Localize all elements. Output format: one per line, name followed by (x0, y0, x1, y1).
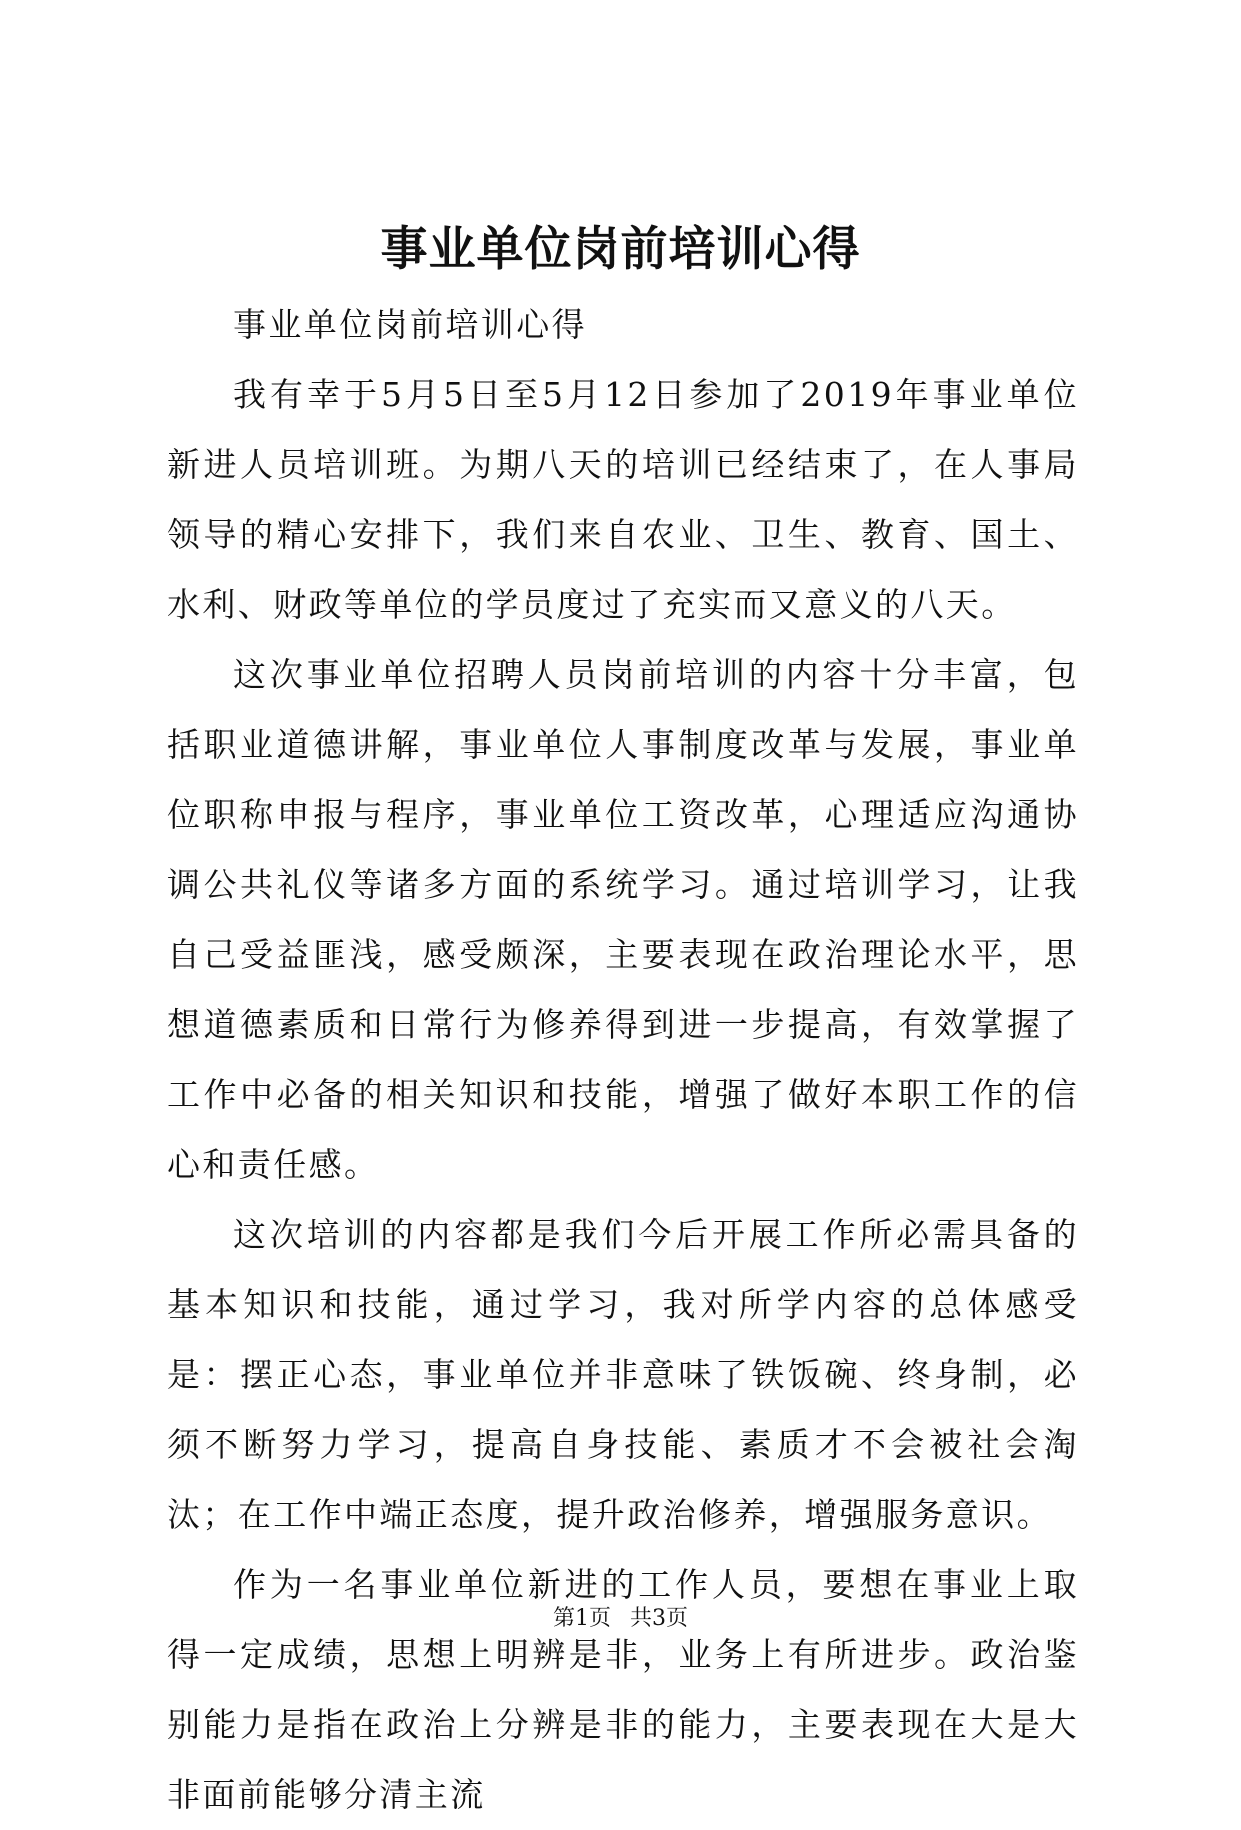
page-number: 第1页 (553, 1606, 611, 1631)
paragraph: 作为一名事业单位新进的工作人员，要想在事业上取得一定成绩，思想上明辨是非，业务上有所进步。政治鉴别能力是指在政治上分辨是非的能力，主要表现在大是大非面前能够分清主流 (167, 1565, 1079, 1814)
page-total: 共3页 (630, 1606, 688, 1631)
paragraph: 这次事业单位招聘人员岗前培训的内容十分丰富，包括职业道德讲解，事业单位人事制度改革与发展，事业单位职称申报与程序，事业单位工资改革，心理适应沟通协调公共礼仪等诸多方面的系统学习。通过培训学习，让我自己受益匪浅，感受颇深，主要表现在政治理论水平，思想道德素质和日常行为修养得到进一步提高，有效掌握了工作中必备的相关知识和技能，增强了做好本职工作的信心和责任感。 (167, 655, 1079, 1184)
paragraph-subtitle: 事业单位岗前培训心得 (233, 305, 587, 344)
document-title: 事业单位岗前培训心得 (380, 222, 861, 277)
paragraph: 我有幸于5月5日至5月12日参加了2019年事业单位新进人员培训班。为期八天的培训已经结束了，在人事局领导的精心安排下，我们来自农业、卫生、教育、国土、水利、财政等单位的学员度过了充实而又意义的八天。 (167, 375, 1079, 624)
page-footer (0, 1604, 1241, 1634)
document-body (167, 290, 1079, 1830)
paragraph: 这次培训的内容都是我们今后开展工作所必需具备的基本知识和技能，通过学习，我对所学内容的总体感受是：摆正心态，事业单位并非意味了铁饭碗、终身制，必须不断努力学习，提高自身技能、素质才不会被社会淘汰；在工作中端正态度，提升政治修养，增强服务意识。 (167, 1215, 1079, 1534)
